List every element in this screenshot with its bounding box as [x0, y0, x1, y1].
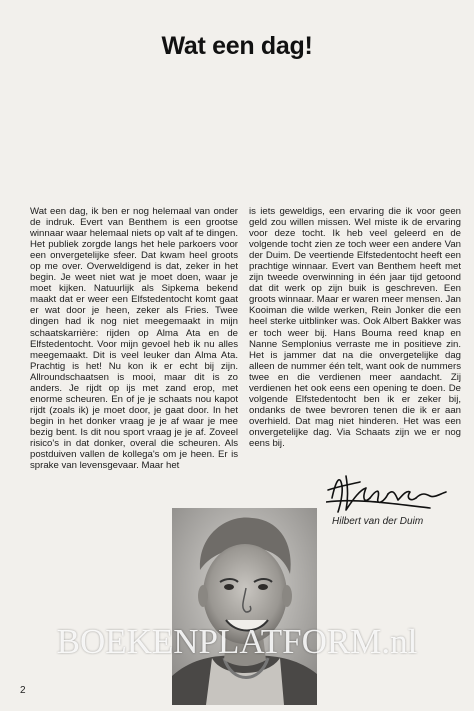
- page-number: 2: [20, 685, 26, 696]
- handwritten-signature: [326, 468, 448, 516]
- watermark-text: BOEKENPLATFORM.nl: [56, 622, 418, 661]
- article-text-left-column: Wat een dag, ik ben er nog helemaal van onder de indruk. Evert van Benthem is een grootse winnaar waar helemaal niets op valt af te dingen. Het publiek zorgde langs het hele parkoers voor een onvergetelijke sfeer. Dat kwam heel groots op me over. Overweldigend is dat, zeker in het begin. Je weet niet wat je moet doen, waar je moet kijken. Natuurlijk als Sipkema bekend maakt dat er weer een Elfstedentocht komt gaat er wat door je heen, zeker als Fries. Twee dingen had ik nog niet meegemaakt in mijn schaatskarrière: rijden op Alma Ata en de Elfstedentocht. Voor mijn gevoel heb ik nu alles meegemaakt. Dit is veel leuker dan Alma Ata. Prachtig is het! Nu kon ik er echt bij zijn. Allroundschaatsen is mooi, maar dit is zo anders. Je rijdt op ijs met zand erop, met enorme scheuren. En of je je schaats nou kapot rijdt (zoals ik) je moet door, je gaat door. In het begin in het donker vraag je je af waar je mee bezig bent. Is dit nou sport vraag je je af. Zoveel risico's in dat donker, overal die scheuren. Als postduiven vallen de kollega's om je heen. Er is sprake van levensgevaar. Maar het: [30, 206, 238, 472]
- article-title: Wat een dag!: [161, 32, 313, 60]
- article-text-right-column: is iets geweldigs, een ervaring die ik voor geen geld zou willen missen. Wel miste ik de ervaring voor deze tocht. Ik heb veel geleerd en de volgende tocht zien ze toch weer een andere Van der Duim. De veertiende Elfstedentocht heeft een prachtige winnaar. Evert van Benthem heeft met zijn tweede overwinning in één jaar tijd getoond dat dit werk op zijn buik is geschreven. Een groots winnaar. Maar er waren meer mensen. Jan Kooiman die wilde werken, Rein Jonker die een heel sterke uitblinker was. Ook Albert Bakker was er toch weer bij. Hans Bouma reed knap en Nanne Semplonius verraste me in positieve zin. Het is jammer dat na die onvergetelijke dag alleen de nummer één telt, want ook de nummers twee en die verdienen meer aandacht. Zij verdienen het ook eens een opening te doen. De volgende Elfstedentocht ben ik er zeker bij, ondanks de twee bevroren tenen die ik er aan overhield. Dat mag niet hinderen. Het was een onvergetelijke dag. Via Schaats zijn we er nog eens bij.: [249, 206, 461, 449]
- portrait-photo: [172, 508, 317, 705]
- signature-caption: Hilbert van der Duim: [332, 516, 424, 527]
